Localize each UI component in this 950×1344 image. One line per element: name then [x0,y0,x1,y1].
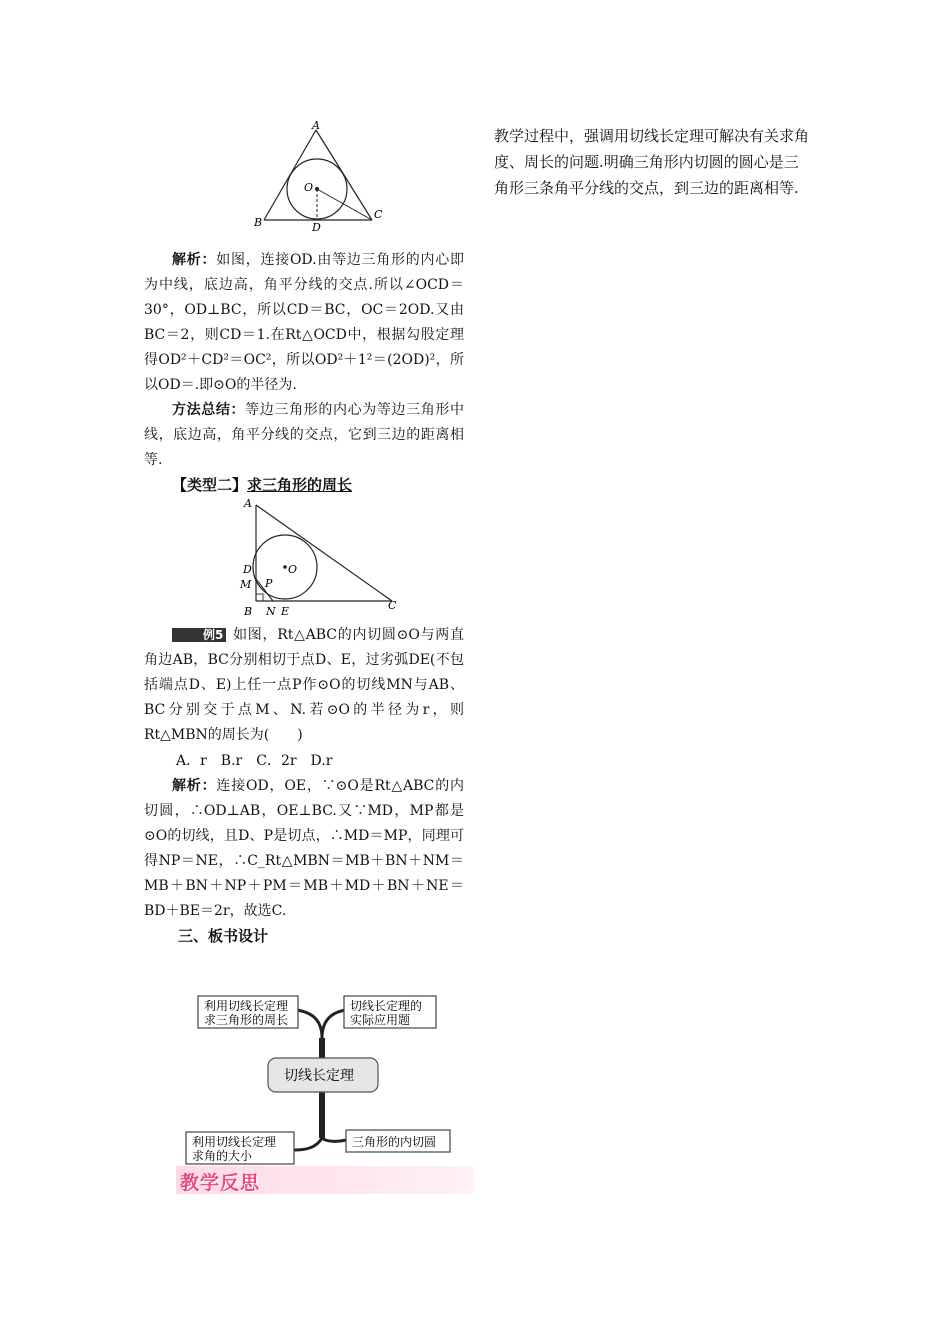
example-5 [144,623,464,748]
fig2-label-o: O [288,563,298,576]
board-bottom-left-line1: 利用切线长定理 [192,1135,277,1149]
fig2-label-c: C [388,599,397,612]
fig2-label-a: A [244,497,252,510]
type2-heading [172,473,464,497]
type2-title: 求三角形的周长 [247,476,353,494]
summary-1 [144,398,464,473]
fig2-label-d: D [243,563,252,576]
board-bottom-left-line2: 求角的大小 [192,1149,253,1163]
fig1-label-b: B [254,216,263,229]
analysis-2 [144,774,464,924]
left-column [144,118,464,948]
figure-equilateral-triangle [144,118,464,236]
analysis-1-text: 如图，连接OD.由等边三角形的内心即为中线，底边高，角平分线的交点.所以∠OCD＝30°，OD⊥BC，所以CD＝BC，OC＝2OD.又由BC＝2，则CD＝1.在Rt△OCD中，根据勾股定理得OD²＋CD²＝OC²，所以OD²＋1²＝(2OD)²，所以OD＝.即⊙O的半径为. [144,252,465,393]
analysis-1 [144,248,464,398]
analysis-2-lead: 解析： [172,778,217,794]
board-top-right-line2: 实际应用题 [350,1013,411,1027]
board-top-right-line1: 切线长定理的 [350,999,423,1013]
analysis-2-text: 连接OD，OE，∵⊙O是Rt△ABC的内切圆，∴OD⊥AB，OE⊥BC.又∵MD，MP都是⊙O的切线，且D、P是切点，∴MD＝MP，同理可得NP＝NE，∴C_Rt△MBN＝MB＋BN＋NM＝MB＋BN＋NP＋PM＝MB＋MD＋BN＋NE＝BD＋BE＝2r，故选C. [144,778,464,919]
board-design-diagram [176,990,476,1168]
example-5-text: 如图，Rt△ABC的内切圆⊙O与两直角边AB，BC分别相切于点D、E，过劣弧DE(不包括端点D、E)上任一点P作⊙O的切线MN与AB、BC分别交于点M、N.若⊙O的半径为r，则Rt△MBN的周长为( ) [144,627,464,743]
board-top-left-line2: 求三角形的周长 [204,1013,289,1027]
board-bottom-right: 三角形的内切圆 [352,1135,437,1149]
fig1-label-a: A [312,119,320,132]
board-center: 切线长定理 [284,1068,354,1084]
fig2-label-n: N [266,605,276,617]
summary-1-text: 等边三角形的内心为等边三角形中线，底边高，角平分线的交点，它到三边的距离相等. [144,402,465,468]
fig2-label-p: P [265,577,273,590]
reflection-title: 教学反思 [180,1172,261,1194]
type2-prefix: 【类型二】 [172,476,248,494]
fig1-label-o: O [304,181,314,194]
fig2-label-b: B [244,605,253,617]
summary-1-lead: 方法总结： [172,402,246,418]
figure-right-triangle [144,497,464,617]
section-3-heading: 三、板书设计 [178,927,269,945]
fig1-label-c: C [374,208,383,221]
example-5-badge: 例5 [172,628,226,642]
example-5-options: A．r B.r C．2r D.r [176,753,333,769]
fig1-label-d: D [312,221,321,234]
fig2-label-e: E [281,605,290,617]
right-column-text: 教学过程中，强调用切线长定理可解决有关求角度、周长的问题.明确三角形内切圆的圆心是三角形三条角平分线的交点，到三边的距离相等. [494,127,810,197]
analysis-1-lead: 解析： [172,252,217,268]
board-top-left-line1: 利用切线长定理 [204,999,289,1013]
fig2-label-m: M [240,578,252,591]
